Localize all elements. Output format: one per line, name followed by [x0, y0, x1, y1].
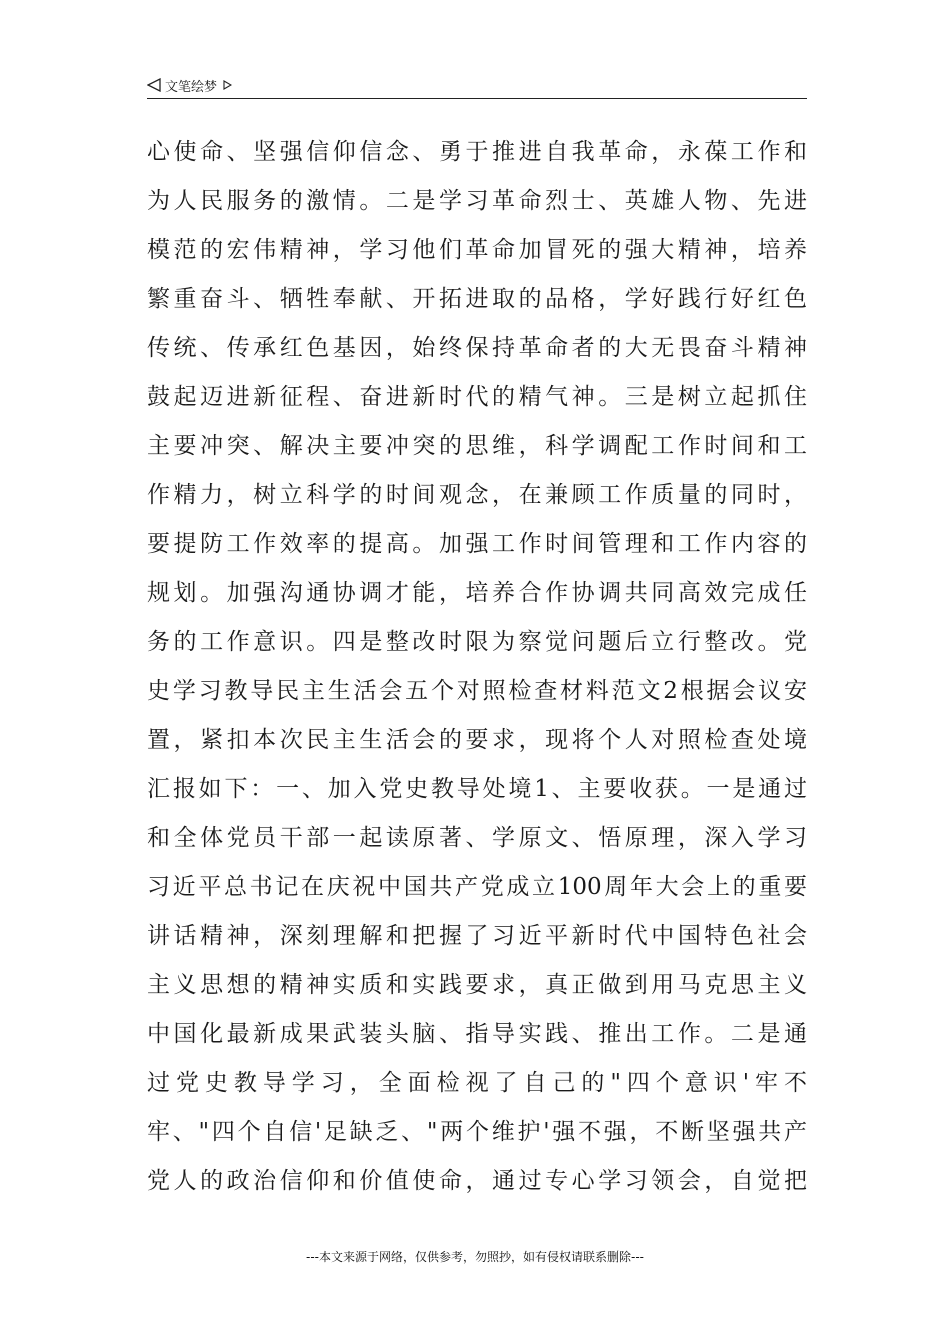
text-line: 心使命、坚强信仰信念、勇于推进自我革命，永葆工作和	[147, 139, 807, 165]
text-line: 模范的宏伟精神，学习他们革命加冒死的强大精神，培养	[147, 237, 807, 263]
text-line: 鼓起迈进新征程、奋进新时代的精气神。三是树立起抓住	[147, 384, 807, 410]
text-line: 主要冲突、解决主要冲突的思维，科学调配工作时间和工	[147, 433, 807, 459]
text-line: 为人民服务的激情。二是学习革命烈士、英雄人物、先进	[147, 188, 807, 214]
header-divider	[147, 98, 807, 99]
text-line: 中国化最新成果武装头脑、指导实践、推出工作。二是通	[147, 1021, 807, 1047]
document-header	[147, 73, 807, 97]
text-line: 置，紧扣本次民主生活会的要求，现将个人对照检查处境	[147, 727, 807, 753]
text-line: 要提防工作效率的提高。加强工作时间管理和工作内容的	[147, 531, 807, 557]
text-line: 务的工作意识。四是整改时限为察觉问题后立行整改。党	[147, 629, 807, 655]
text-line: 讲话精神，深刻理解和把握了习近平新时代中国特色社会	[147, 923, 807, 949]
text-line: 党人的政治信仰和价值使命，通过专心学习领会，自觉把	[147, 1168, 807, 1194]
text-line: 和全体党员干部一起读原著、学原文、悟原理，深入学习	[147, 825, 807, 851]
text-line: 主义思想的精神实质和实践要求，真正做到用马克思主义	[147, 972, 807, 998]
text-line: 习近平总书记在庆祝中国共产党成立100周年大会上的重要	[147, 874, 807, 900]
triangle-right-icon	[223, 80, 232, 90]
header-title: 文笔绘梦	[165, 79, 218, 95]
text-line: 汇报如下：一、加入党史教导处境1、主要收获。一是通过	[147, 776, 807, 802]
document-footer: ---本文来源于网络，仅供参考，勿照抄，如有侵权请联系删除---	[306, 1250, 644, 1264]
text-line: 传统、传承红色基因，始终保持革命者的大无畏奋斗精神	[147, 335, 807, 361]
text-line: 牢、"四个自信'足缺乏、"两个维护'强不强，不断坚强共产	[147, 1119, 807, 1145]
text-line: 史学习教导民主生活会五个对照检查材料范文2根据会议安	[147, 678, 807, 704]
text-line: 过党史教导学习，全面检视了自己的"四个意识'牢不	[147, 1070, 807, 1096]
document-body	[147, 128, 807, 1206]
text-line: 作精力，树立科学的时间观念，在兼顾工作质量的同时，	[147, 482, 807, 508]
text-line: 规划。加强沟通协调才能，培养合作协调共同高效完成任	[147, 580, 807, 606]
text-line: 繁重奋斗、牺牲奉献、开拓进取的品格，学好践行好红色	[147, 286, 807, 312]
triangle-left-icon	[147, 78, 161, 92]
